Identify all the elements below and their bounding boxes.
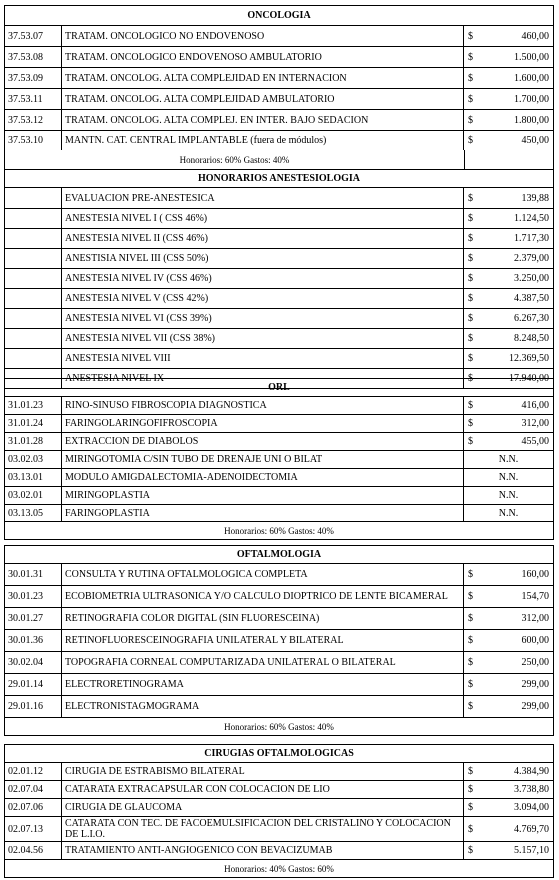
row-code: 29.01.16 [5, 696, 62, 717]
row-code: 30.01.31 [5, 564, 62, 585]
section-title: CIRUGIAS OFTALMOLOGICAS [5, 745, 553, 763]
row-amount: 1.800,00 [514, 114, 549, 126]
row-value [464, 209, 553, 228]
row-value [464, 469, 553, 486]
row-description: MODULO AMIGDALECTOMIA-ADENOIDECTOMIA [62, 469, 464, 486]
row-description: CATARATA CON TEC. DE FACOEMULSIFICACION DEL CRISTALINO Y COLOCACION DE L.I.O. [62, 817, 464, 841]
row-amount: 299,00 [521, 679, 549, 690]
row-code: 37.53.12 [5, 110, 62, 130]
row-currency: $ [468, 823, 473, 835]
row-description: ELECTRONISTAGMOGRAMA [62, 696, 464, 717]
row-value [464, 763, 553, 780]
row-amount: 139,88 [521, 192, 549, 204]
row-code: 30.01.27 [5, 608, 62, 629]
table-row [5, 209, 553, 229]
row-description: TRATAM. ONCOLOGICO NO ENDOVENOSO [62, 26, 464, 46]
row-amount: 6.267,30 [514, 313, 549, 324]
row-currency: $ [468, 418, 473, 429]
section-footer: Honorarios: 40% Gastos: 60% [5, 859, 553, 877]
row-nn: N.N. [498, 454, 519, 465]
row-amount: 17.940,00 [509, 373, 549, 384]
row-value [464, 799, 553, 816]
row-description: RETINOGRAFIA COLOR DIGITAL (SIN FLUORESCEINA) [62, 608, 464, 629]
row-description: ECOBIOMETRIA ULTRASONICA Y/O CALCULO DIOPTRICO DE LENTE BICAMERAL [62, 586, 464, 607]
row-value [464, 433, 553, 450]
row-code [5, 289, 62, 308]
row-value [464, 674, 553, 695]
row-value [464, 131, 553, 150]
row-value [464, 269, 553, 288]
table-row [5, 799, 553, 817]
row-nn: N.N. [498, 507, 519, 519]
section-rows [5, 188, 553, 388]
row-value [464, 89, 553, 109]
table-row [5, 586, 553, 608]
row-currency: $ [468, 784, 473, 795]
footer-text: Honorarios: 60% Gastos: 40% [5, 150, 465, 169]
row-currency: $ [468, 400, 473, 411]
row-value [464, 608, 553, 629]
table-row [5, 229, 553, 249]
oncologia-table [4, 5, 554, 389]
row-amount: 12.369,50 [509, 353, 549, 364]
cirugias-table [4, 744, 554, 878]
row-value [464, 47, 553, 67]
row-code: 03.02.01 [5, 487, 62, 504]
row-code: 02.07.06 [5, 799, 62, 816]
oftalmologia-table [4, 545, 554, 736]
row-description: ANESTISIA NIVEL III (CSS 50%) [62, 249, 464, 268]
row-currency: $ [468, 353, 473, 364]
table-row [5, 842, 553, 859]
row-value [464, 188, 553, 208]
row-currency: $ [468, 233, 473, 244]
row-amount: 1.124,50 [514, 213, 549, 224]
table-row [5, 630, 553, 652]
row-value [464, 249, 553, 268]
row-currency: $ [468, 436, 473, 447]
row-amount: 3.738,80 [514, 784, 549, 795]
row-code: 03.13.05 [5, 505, 62, 521]
section-footer: Honorarios: 60% Gastos: 40% [5, 521, 553, 539]
row-currency: $ [468, 192, 473, 204]
row-value [464, 630, 553, 651]
row-currency: $ [468, 657, 473, 668]
row-amount: 455,00 [521, 436, 549, 447]
table-row [5, 269, 553, 289]
section-title: HONORARIOS ANESTESIOLOGIA [5, 170, 553, 188]
row-description: EVALUACION PRE-ANESTESICA [62, 188, 464, 208]
row-amount: 460,00 [521, 30, 549, 42]
table-row [5, 188, 553, 209]
row-description: CIRUGIA DE ESTRABISMO BILATERAL [62, 763, 464, 780]
table-row [5, 349, 553, 369]
row-description: ANESTESIA NIVEL V (CSS 42%) [62, 289, 464, 308]
row-description: EXTRACCION DE DIABOLOS [62, 433, 464, 450]
table-row [5, 696, 553, 717]
row-code: 37.53.11 [5, 89, 62, 109]
row-code [5, 269, 62, 288]
row-amount: 250,00 [521, 657, 549, 668]
row-description: TOPOGRAFIA CORNEAL COMPUTARIZADA UNILATERAL O BILATERAL [62, 652, 464, 673]
row-amount: 1.600,00 [514, 72, 549, 84]
row-value [464, 110, 553, 130]
table-row [5, 674, 553, 696]
row-code: 31.01.24 [5, 415, 62, 432]
section-rows [5, 397, 553, 521]
row-currency: $ [468, 845, 473, 856]
row-amount: 1.500,00 [514, 51, 549, 63]
row-value [464, 842, 553, 859]
row-amount: 450,00 [521, 135, 549, 146]
row-description: ANESTESIA NIVEL IV (CSS 46%) [62, 269, 464, 288]
table-row [5, 68, 553, 89]
row-description: CONSULTA Y RUTINA OFTALMOLOGICA COMPLETA [62, 564, 464, 585]
table-row [5, 47, 553, 68]
table-row [5, 564, 553, 586]
row-value [464, 68, 553, 88]
section-rows [5, 564, 553, 717]
table-row [5, 469, 553, 487]
row-description: MANTN. CAT. CENTRAL IMPLANTABLE (fuera de módulos) [62, 131, 464, 150]
table-row [5, 89, 553, 110]
row-amount: 3.250,00 [514, 273, 549, 284]
table-row [5, 329, 553, 349]
row-description: ANESTESIA NIVEL VI (CSS 39%) [62, 309, 464, 328]
row-currency: $ [468, 253, 473, 264]
row-code: 02.07.13 [5, 817, 62, 841]
row-code: 37.53.08 [5, 47, 62, 67]
row-code [5, 309, 62, 328]
row-nn: N.N. [498, 490, 519, 501]
row-amount: 3.094,00 [514, 802, 549, 813]
table-row [5, 652, 553, 674]
row-currency: $ [468, 273, 473, 284]
row-amount: 160,00 [521, 569, 549, 580]
row-code: 30.01.36 [5, 630, 62, 651]
row-code [5, 329, 62, 348]
row-currency: $ [468, 373, 473, 384]
row-description: ANESTESIA NIVEL VII (CSS 38%) [62, 329, 464, 348]
row-currency: $ [468, 293, 473, 304]
row-value [464, 487, 553, 504]
row-code: 29.01.14 [5, 674, 62, 695]
row-amount: 8.248,50 [514, 333, 549, 344]
row-currency: $ [468, 114, 473, 126]
row-code: 30.02.04 [5, 652, 62, 673]
row-description: ELECTRORETINOGRAMA [62, 674, 464, 695]
row-description: TRATAM. ONCOLOG. ALTA COMPLEJIDAD AMBULATORIO [62, 89, 464, 109]
row-code: 37.53.10 [5, 131, 62, 150]
row-code: 02.01.12 [5, 763, 62, 780]
row-value [464, 397, 553, 414]
row-code [5, 249, 62, 268]
row-description: CATARATA EXTRACAPSULAR CON COLOCACION DE LIO [62, 781, 464, 798]
table-row [5, 131, 553, 150]
row-value [464, 564, 553, 585]
row-description: TRATAM. ONCOLOG. ALTA COMPLEJIDAD EN INTERNACION [62, 68, 464, 88]
row-description: ANESTESIA NIVEL II (CSS 46%) [62, 229, 464, 248]
row-currency: $ [468, 93, 473, 105]
row-amount: 1.700,00 [514, 93, 549, 105]
row-currency: $ [468, 569, 473, 580]
row-code: 02.07.04 [5, 781, 62, 798]
section-rows [5, 26, 553, 150]
row-amount: 600,00 [521, 635, 549, 646]
row-code [5, 209, 62, 228]
table-row [5, 433, 553, 451]
row-currency: $ [468, 51, 473, 63]
section-title: ORL [5, 379, 553, 397]
table-row [5, 415, 553, 433]
row-code [5, 188, 62, 208]
row-currency: $ [468, 802, 473, 813]
row-code: 37.53.09 [5, 68, 62, 88]
row-value [464, 329, 553, 348]
row-amount: 154,70 [521, 591, 549, 602]
row-amount: 4.384,90 [514, 766, 549, 777]
row-code: 03.13.01 [5, 469, 62, 486]
row-currency: $ [468, 701, 473, 712]
row-amount: 2.379,00 [514, 253, 549, 264]
row-description: RINO-SINUSO FIBROSCOPIA DIAGNOSTICA [62, 397, 464, 414]
table-row [5, 309, 553, 329]
row-currency: $ [468, 635, 473, 646]
row-description: MIRINGOPLASTIA [62, 487, 464, 504]
row-currency: $ [468, 591, 473, 602]
row-value [464, 229, 553, 248]
table-row [5, 487, 553, 505]
row-code: 03.02.03 [5, 451, 62, 468]
row-amount: 4.387,50 [514, 293, 549, 304]
row-value [464, 349, 553, 368]
row-description: ANESTESIA NIVEL I ( CSS 46%) [62, 209, 464, 228]
row-currency: $ [468, 313, 473, 324]
row-currency: $ [468, 135, 473, 146]
row-description: MIRINGOTOMIA C/SIN TUBO DE DRENAJE UNI O BILAT [62, 451, 464, 468]
row-amount: 312,00 [521, 418, 549, 429]
row-code: 30.01.23 [5, 586, 62, 607]
row-amount: 4.769,70 [514, 823, 549, 835]
row-code [5, 229, 62, 248]
row-code: 31.01.28 [5, 433, 62, 450]
table-row [5, 26, 553, 47]
table-row [5, 763, 553, 781]
row-description: CIRUGIA DE GLAUCOMA [62, 799, 464, 816]
row-description: FARINGOPLASTIA [62, 505, 464, 521]
row-description: RETINOFLUORESCEINOGRAFIA UNILATERAL Y BILATERAL [62, 630, 464, 651]
row-value [464, 309, 553, 328]
row-code: 37.53.07 [5, 26, 62, 46]
table-row [5, 505, 553, 521]
row-amount: 1.717,30 [514, 233, 549, 244]
section-title: OFTALMOLOGIA [5, 546, 553, 564]
row-nn: N.N. [498, 472, 519, 483]
row-description: FARINGOLARINGOFIFROSCOPIA [62, 415, 464, 432]
section-footer: Honorarios: 60% Gastos: 40% [5, 717, 553, 735]
row-description: ANESTESIA NIVEL VIII [62, 349, 464, 368]
row-amount: 5.157,10 [514, 845, 549, 856]
section-rows [5, 763, 553, 859]
row-code [5, 349, 62, 368]
row-currency: $ [468, 30, 473, 42]
row-currency: $ [468, 679, 473, 690]
row-value [464, 586, 553, 607]
row-description: TRATAM. ONCOLOGICO ENDOVENOSO AMBULATORIO [62, 47, 464, 67]
row-value [464, 505, 553, 521]
row-value [464, 415, 553, 432]
row-amount: 416,00 [521, 400, 549, 411]
row-code: 31.01.23 [5, 397, 62, 414]
row-description: TRATAMIENTO ANTI-ANGIOGENICO CON BEVACIZUMAB [62, 842, 464, 859]
row-description: TRATAM. ONCOLOG. ALTA COMPLEJ. EN INTER. BAJO SEDACION [62, 110, 464, 130]
row-amount: 299,00 [521, 701, 549, 712]
table-row [5, 608, 553, 630]
orl-table [4, 378, 554, 540]
row-amount: 312,00 [521, 613, 549, 624]
row-value [464, 26, 553, 46]
row-value [464, 781, 553, 798]
row-value [464, 289, 553, 308]
row-code: 02.04.56 [5, 842, 62, 859]
row-currency: $ [468, 72, 473, 84]
row-currency: $ [468, 766, 473, 777]
section-title: ONCOLOGIA [5, 6, 553, 26]
section-footer [5, 150, 553, 170]
table-row [5, 817, 553, 842]
table-row [5, 397, 553, 415]
row-value [464, 696, 553, 717]
table-row [5, 249, 553, 269]
row-value [464, 817, 553, 841]
row-currency: $ [468, 613, 473, 624]
row-currency: $ [468, 333, 473, 344]
table-row [5, 451, 553, 469]
row-currency: $ [468, 213, 473, 224]
table-row [5, 781, 553, 799]
table-row [5, 289, 553, 309]
row-value [464, 451, 553, 468]
row-description: ANESTESIA NIVEL IX [62, 369, 464, 388]
table-row [5, 110, 553, 131]
row-value [464, 652, 553, 673]
